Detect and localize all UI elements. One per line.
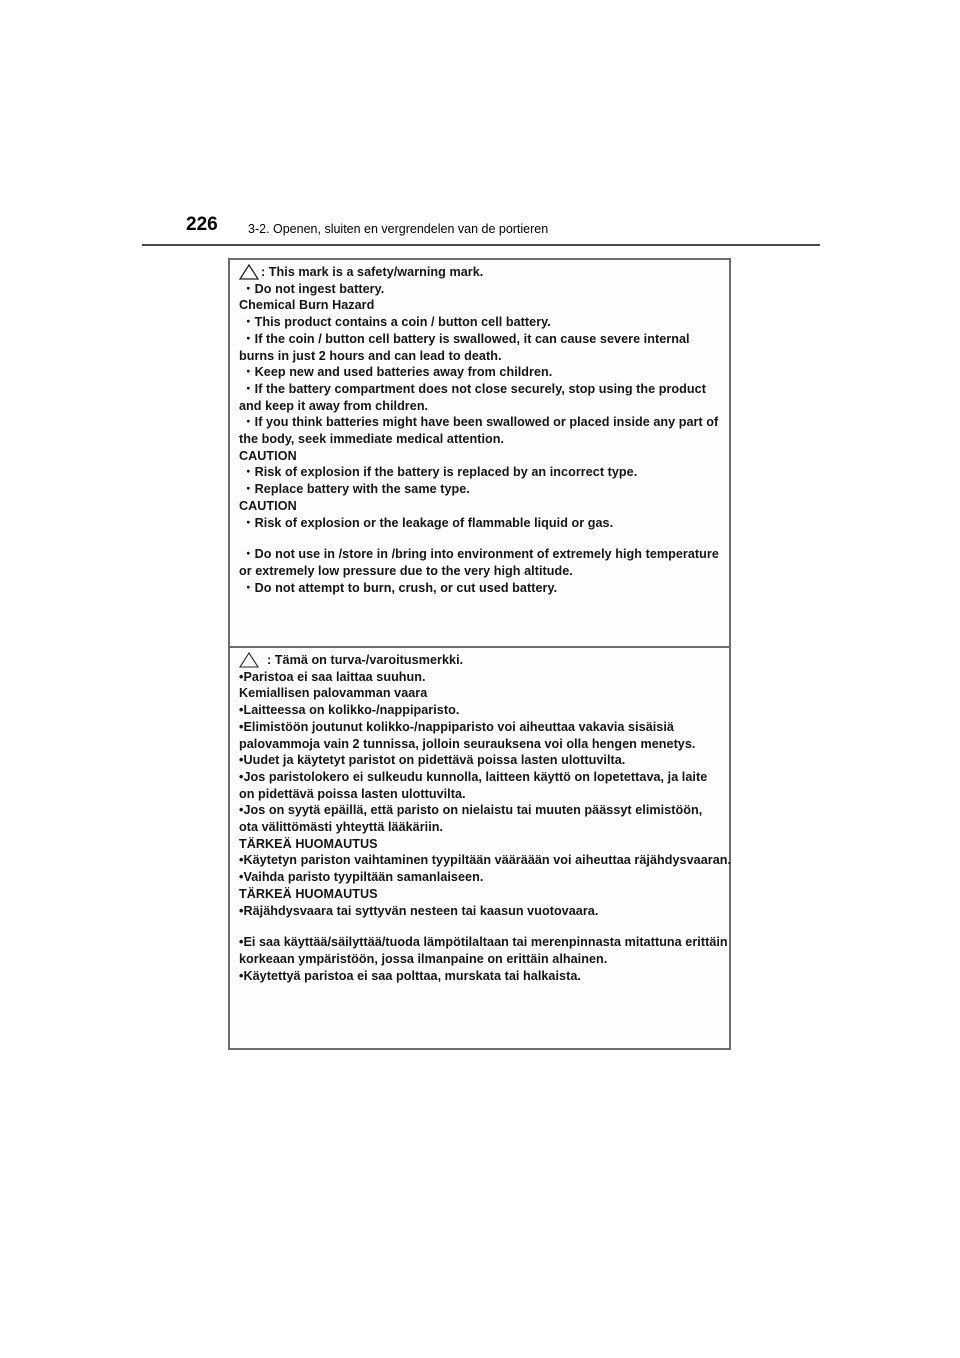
warning-text-line: •Vaihda paristo tyypiltään samanlaiseen. [239,870,484,885]
warning-text-line: ota välittömästi yhteyttä lääkäriin. [239,820,444,835]
warning-mark-line [239,264,723,281]
section-heading: TÄRKEÄ HUOMAUTUS [239,836,378,851]
warning-triangle-icon [239,264,259,280]
warning-text-line: •Käytettyä paristoa ei saa polttaa, murskata tai halkaista. [239,968,581,983]
line-spacer [239,531,723,546]
warning-text-line: ・If you think batteries might have been swallowed or placed inside any part of [242,415,719,430]
warning-mark-line [239,652,723,669]
section-heading: Kemiallisen palovamman vaara [239,686,428,701]
warning-text-line: •Jos on syytä epäillä, että paristo on nielaistu tai muuten päässyt elimistöön, [239,803,703,818]
warning-text-line: •Jos paristolokero ei sulkeudu kunnolla, laitteen käyttö on lopetettava, ja laite [239,769,708,784]
warning-text-line: •Laitteessa on kolikko-/nappiparisto. [239,703,460,718]
warning-text-line: ・Do not attempt to burn, crush, or cut used battery. [242,580,558,595]
section-heading: CAUTION [239,498,297,513]
warning-triangle-icon [239,652,259,668]
warning-text-line: ・If the battery compartment does not close securely, stop using the product [242,381,706,396]
warning-text-line: the body, seek immediate medical attention. [239,432,505,447]
warning-text-line: ・Keep new and used batteries away from children. [242,365,553,380]
warning-text-line: ・Replace battery with the same type. [242,482,470,497]
warning-text-line: and keep it away from children. [239,398,429,413]
warning-text-line: •Paristoa ei saa laittaa suuhun. [239,669,426,684]
section-heading: CAUTION [239,448,297,463]
warning-lines-finnish [239,669,732,985]
warning-text-line: on pidettävä poissa lasten ulottuvilta. [239,786,466,801]
warning-text-line: ・Do not use in /store in /bring into environment of extremely high temperature [242,547,719,562]
warning-panel-english [230,260,729,648]
warning-panel-finnish [230,648,732,1048]
warning-text-line: ・If the coin / button cell battery is swallowed, it can cause severe internal [242,331,690,346]
warning-text-line: ・This product contains a coin / button cell battery. [242,315,551,330]
warning-text-line: palovammoja vain 2 tunnissa, jolloin seurauksena voi olla hengen menetys. [239,736,696,751]
battery-warning-label [228,258,731,1050]
warning-text-line: ・Risk of explosion or the leakage of flammable liquid or gas. [242,515,614,530]
page-number: 226 [186,214,218,235]
warning-text-line: korkeaan ympäristöön, jossa ilmanpaine on erittäin alhainen. [239,951,608,966]
page-header [0,0,960,250]
warning-text-line: •Ei saa käyttää/säilyttää/tuoda lämpötilaltaan tai merenpinnasta mitattuna erittäin [239,935,728,950]
warning-text-line: •Käytetyn pariston vaihtaminen tyypiltään vääräään voi aiheuttaa räjähdysvaaran. [239,853,732,868]
warning-text-line: •Räjähdysvaara tai syttyvän nesteen tai kaasun vuotovaara. [239,903,599,918]
warning-mark-text: : Tämä on turva-/varoitusmerkki. [267,653,464,667]
header-rule [142,244,820,246]
warning-text-line: ・Do not ingest battery. [242,281,385,296]
section-title: 3-2. Openen, sluiten en vergrendelen van de portieren [248,222,549,236]
warning-text-line: •Elimistöön joutunut kolikko-/nappiparisto voi aiheuttaa vakavia sisäisiä [239,719,674,734]
warning-mark-text: : This mark is a safety/warning mark. [261,265,484,279]
warning-text-line: or extremely low pressure due to the very high altitude. [239,563,573,578]
warning-text-line: ・Risk of explosion if the battery is replaced by an incorrect type. [242,465,638,480]
section-heading: TÄRKEÄ HUOMAUTUS [239,886,378,901]
warning-lines-english [239,281,723,597]
section-heading: Chemical Burn Hazard [239,298,375,313]
warning-text-line: •Uudet ja käytetyt paristot on pidettävä poissa lasten ulottuvilta. [239,753,626,768]
line-spacer [239,919,723,934]
warning-text-line: burns in just 2 hours and can lead to death. [239,348,502,363]
